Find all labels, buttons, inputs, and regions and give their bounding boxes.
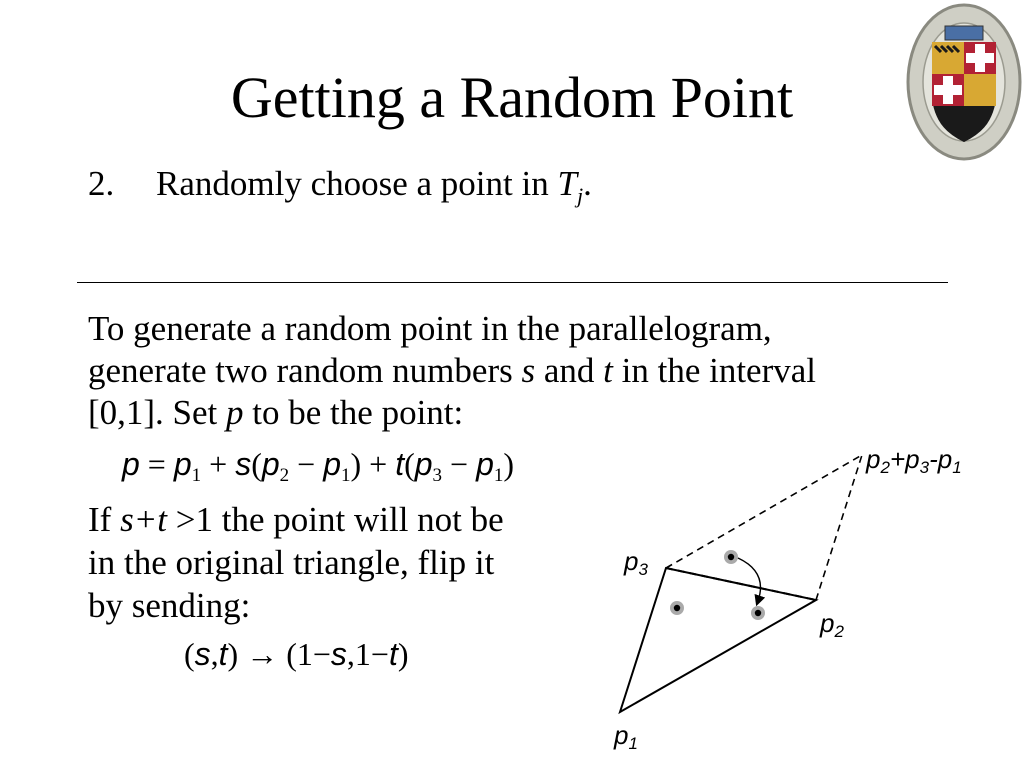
- step-text: Randomly choose a point in: [156, 164, 558, 203]
- triangle: [620, 568, 816, 712]
- divider: [77, 282, 948, 283]
- explanation-paragraph: [88, 308, 816, 434]
- step-number: 2.: [88, 164, 115, 203]
- paragraph-line-2: generate two random numbers s and t in the interval: [88, 351, 817, 390]
- paragraph-line-3: [0,1]. Set p to be the point:: [88, 393, 464, 432]
- university-seal-logo: [905, 2, 1023, 162]
- triangle-symbol: T: [557, 164, 577, 203]
- label-p2-plus-p3-minus-p1: p2+p3-p1: [866, 444, 962, 477]
- point-equation: $p = p_1 + s(p_2 - p_1) + t(p_3 - p_1)$: [122, 446, 515, 486]
- label-p1: p1: [614, 720, 638, 753]
- flip-arrow: [738, 558, 761, 601]
- dashed-edge: [666, 455, 862, 568]
- step-end: .: [583, 164, 592, 203]
- condition-line-3: by sending:: [88, 586, 251, 625]
- condition-line-1: If s+t >1 the point will not be: [88, 500, 504, 539]
- slide-title: Getting a Random Point: [230, 65, 794, 130]
- label-p3: p3: [624, 546, 648, 579]
- label-p2: p2: [820, 608, 844, 641]
- flip-condition: [88, 498, 504, 627]
- parallelogram-diagram: [600, 430, 1010, 760]
- step-item: [88, 164, 592, 209]
- paragraph-line-1: To generate a random point in the parallelogram,: [88, 309, 772, 348]
- condition-line-2: in the original triangle, flip it: [88, 543, 495, 582]
- triangle-subscript: j: [576, 183, 584, 208]
- flip-mapping: (s,t) → (1−s,1−t): [184, 636, 409, 672]
